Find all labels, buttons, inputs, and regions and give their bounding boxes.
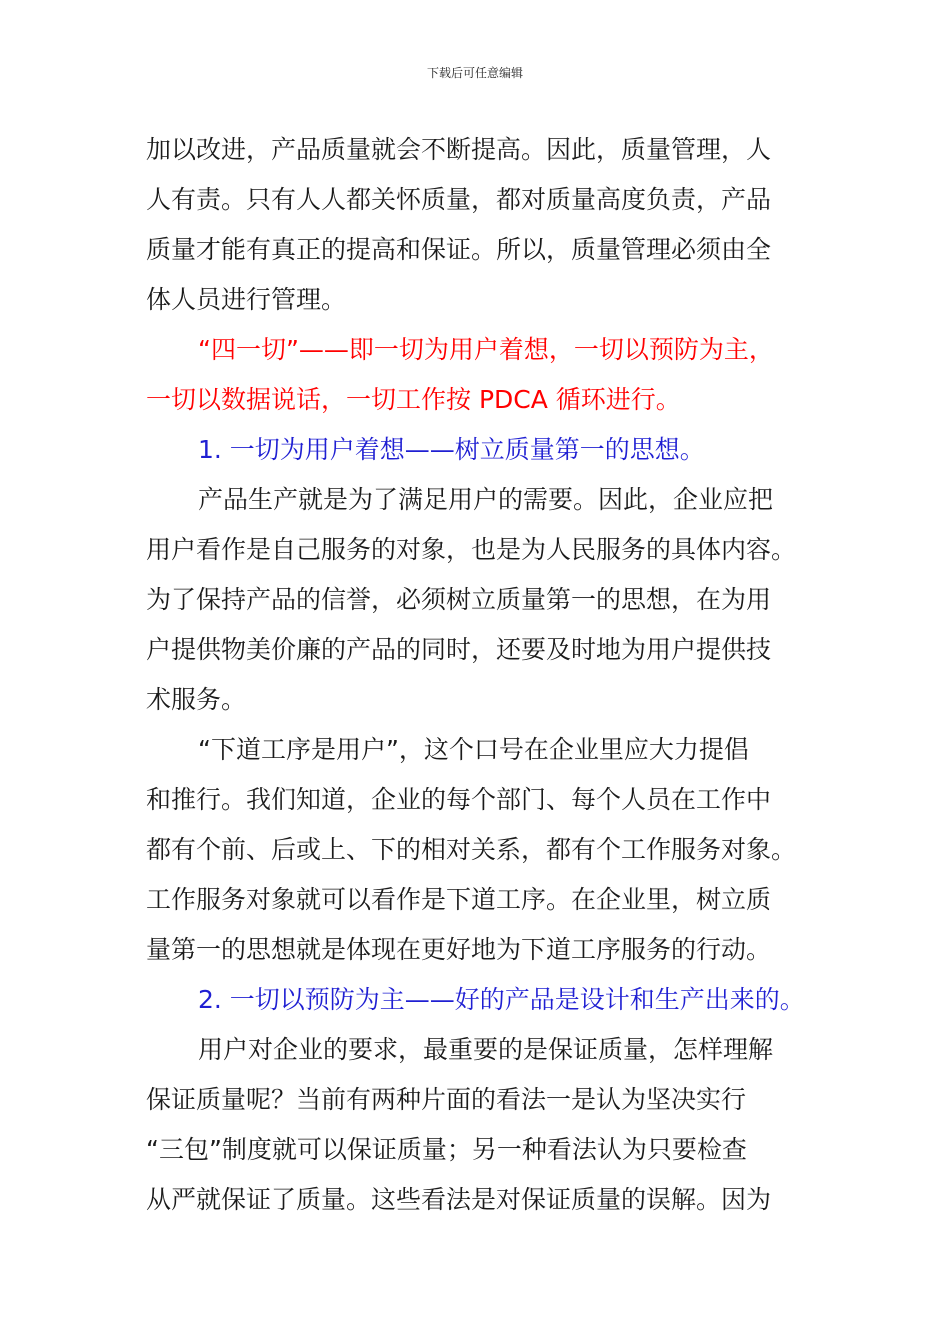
text-line: 都有个前、后或上、下的相对关系，都有个工作服务对象。 — [146, 835, 797, 864]
highlight-line: “四一切”——即一切为用户着想，一切以预防为主， — [198, 335, 774, 364]
page-header: 下载后可任意编辑 — [426, 66, 523, 80]
text-line: 保证质量呢？当前有两种片面的看法一是认为坚决实行 — [146, 1085, 747, 1114]
text-line: “下道工序是用户”，这个口号在企业里应大力提倡 — [198, 735, 749, 764]
text-line: 和推行。我们知道，企业的每个部门、每个人员在工作中 — [146, 785, 772, 814]
text-line: 工作服务对象就可以看作是下道工序。在企业里，树立质 — [146, 885, 772, 914]
document-body — [146, 125, 818, 1225]
highlight-line: 一切以数据说话，一切工作按 PDCA 循环进行。 — [146, 385, 681, 414]
text-line: 量第一的思想就是体现在更好地为下道工序服务的行动。 — [146, 935, 772, 964]
text-line: 用户看作是自己服务的对象，也是为人民服务的具体内容。 — [146, 535, 797, 564]
text-line: 人有责。只有人人都关怀质量，都对质量高度负责，产品 — [146, 185, 772, 214]
section-heading-2: 2. 一切以预防为主——好的产品是设计和生产出来的。 — [198, 985, 805, 1014]
text-line: 用户对企业的要求，最重要的是保证质量，怎样理解 — [198, 1035, 774, 1064]
text-line: 体人员进行管理。 — [146, 285, 347, 314]
text-line: 加以改进，产品质量就会不断提高。因此，质量管理，人 — [146, 135, 772, 164]
text-line: 质量才能有真正的提高和保证。所以，质量管理必须由全 — [146, 235, 772, 264]
text-line: 从严就保证了质量。这些看法是对保证质量的误解。因为 — [146, 1185, 772, 1214]
text-line: “三包”制度就可以保证质量；另一种看法认为只要检查 — [146, 1135, 747, 1164]
text-line: 术服务。 — [146, 685, 247, 714]
text-line: 户提供物美价廉的产品的同时，还要及时地为用户提供技 — [146, 635, 772, 664]
text-line: 产品生产就是为了满足用户的需要。因此，企业应把 — [198, 485, 774, 514]
section-heading-1: 1. 一切为用户着想——树立质量第一的思想。 — [198, 435, 705, 464]
text-line: 为了保持产品的信誉，必须树立质量第一的思想，在为用 — [146, 585, 772, 614]
